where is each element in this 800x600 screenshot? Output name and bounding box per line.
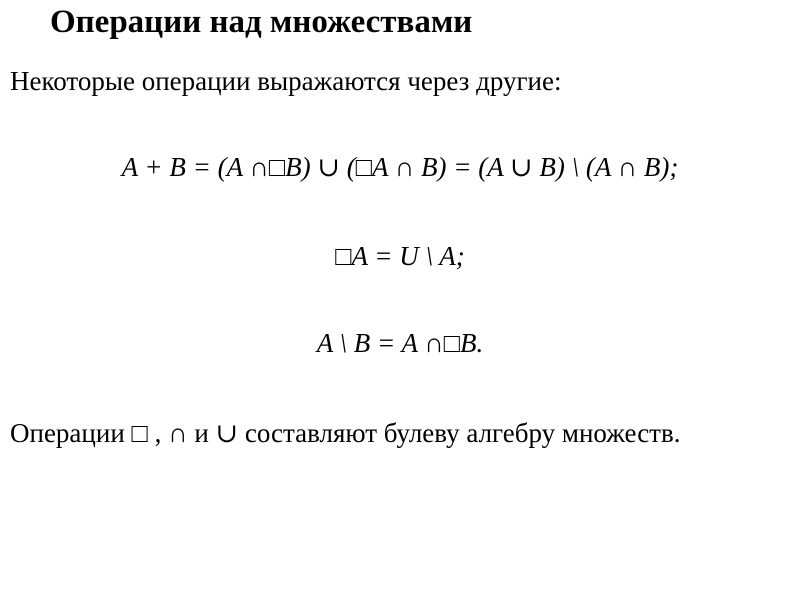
formula-complement: □A = U \ A; bbox=[335, 241, 465, 271]
formula-difference: A \ B = A ∩□B. bbox=[316, 328, 484, 358]
formula-symmetric-difference: A + B = (A ∩□B) ∪ (□A ∩ B) = (A ∪ B) \ (A ∩ B); bbox=[121, 152, 679, 182]
closing-text: Операции □ , ∩ и ∪ составляют булеву алгебру множеств. bbox=[10, 418, 681, 448]
slide-title: Операции над множествами bbox=[50, 4, 473, 40]
intro-text: Некоторые операции выражаются через другие: bbox=[10, 66, 562, 96]
